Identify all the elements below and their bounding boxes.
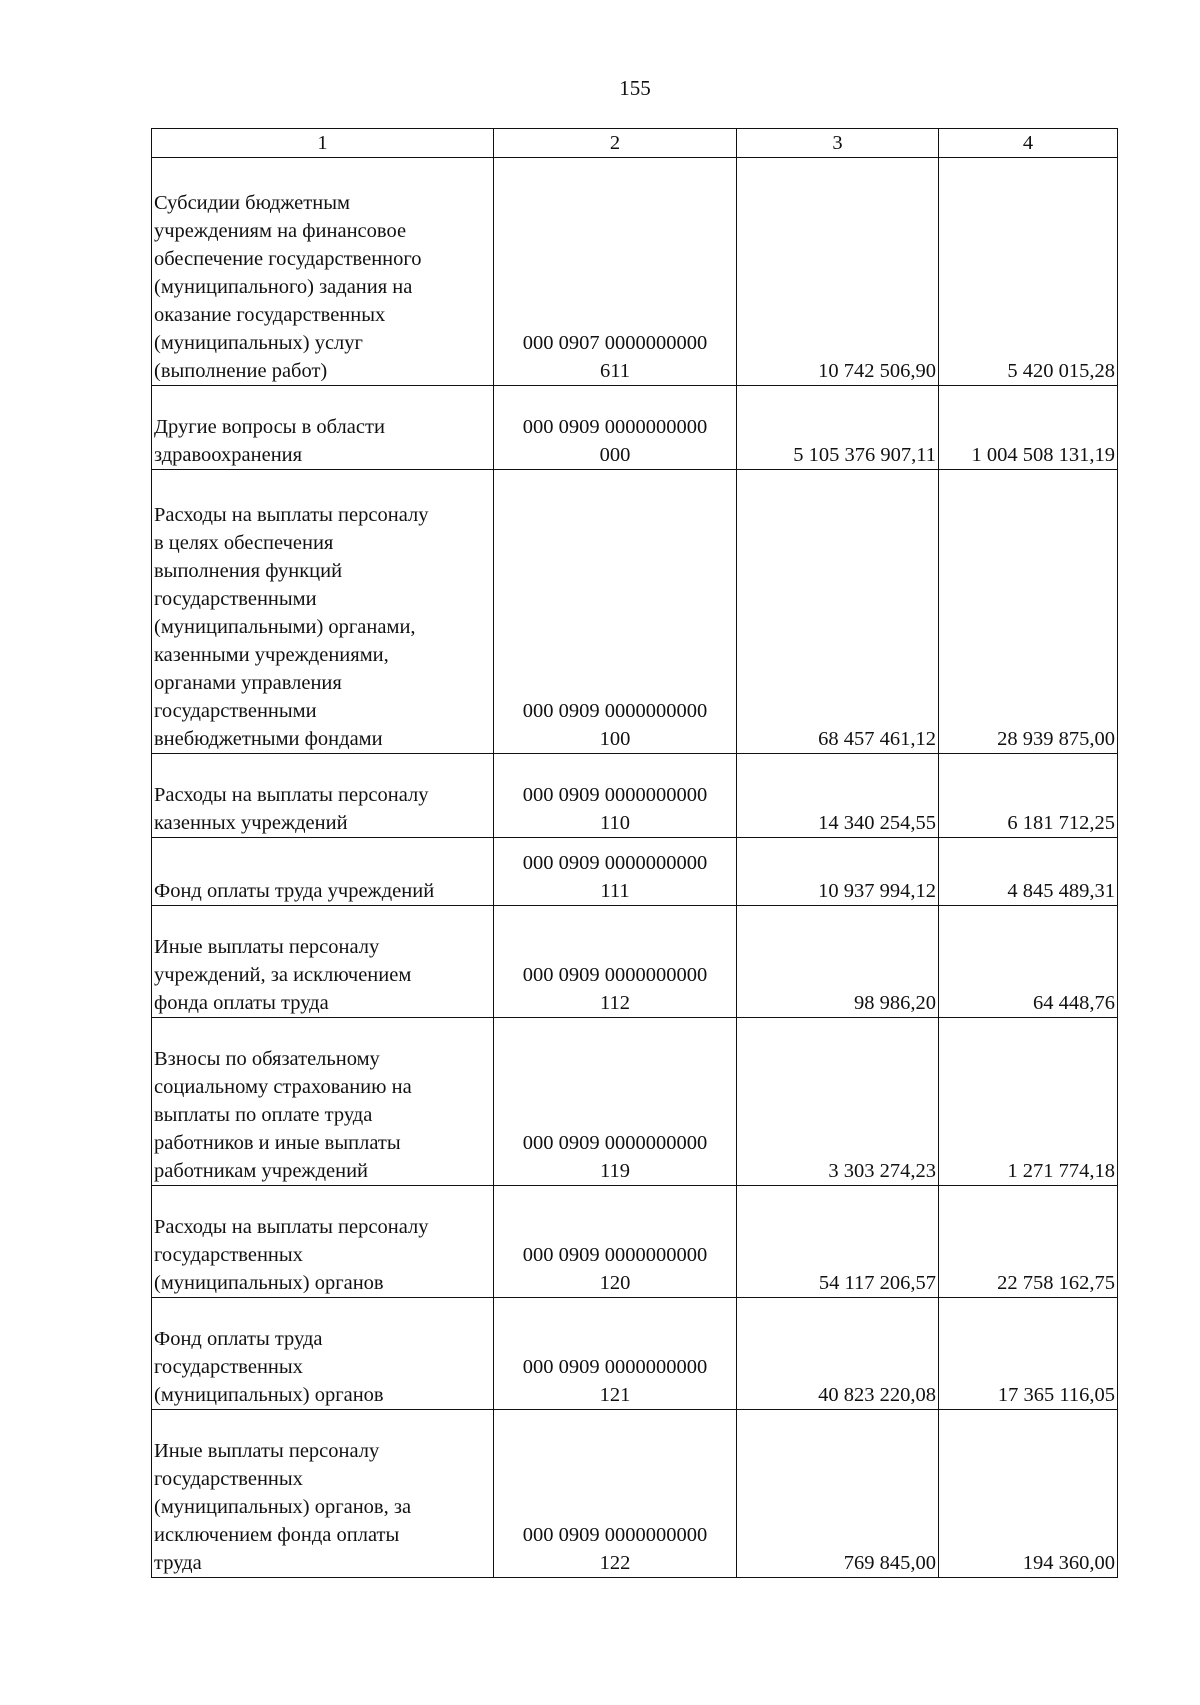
row-value-col3: 98 986,20 — [737, 906, 939, 1018]
column-header: 3 — [737, 129, 939, 158]
row-code-line: 000 0909 0000000000 — [522, 1132, 708, 1154]
row-name-line: выполнения функций — [154, 560, 343, 582]
row-name-line: внебюджетными фондами — [154, 728, 383, 750]
row-code — [494, 158, 737, 386]
row-name-line: в целях обеспечения — [154, 532, 334, 554]
row-code-line: 000 — [599, 444, 631, 466]
row-name-line: исключением фонда оплаты — [154, 1524, 400, 1546]
row-name — [152, 1186, 494, 1298]
table-row — [152, 386, 1118, 470]
page-number: 155 — [619, 76, 651, 100]
row-code-line: 000 0909 0000000000 — [522, 964, 708, 986]
row-name-line: здравоохранения — [154, 444, 303, 466]
row-name-line: обеспечение государственного — [154, 248, 422, 270]
row-value-col3: 10 742 506,90 — [737, 158, 939, 386]
row-code-line: 112 — [600, 992, 630, 1014]
row-code-line: 000 0909 0000000000 — [522, 784, 708, 806]
row-code — [494, 386, 737, 470]
column-header: 4 — [939, 129, 1118, 158]
row-code — [494, 1298, 737, 1410]
row-value-col3: 68 457 461,12 — [737, 470, 939, 754]
row-name — [152, 754, 494, 838]
row-name-line: Расходы на выплаты персоналу — [154, 504, 429, 526]
table-body — [152, 158, 1118, 1578]
row-name-line: (муниципальных) услуг — [154, 332, 363, 354]
row-name — [152, 838, 494, 906]
row-name-line: казенными учреждениями, — [154, 644, 389, 666]
row-name-line: государственными — [154, 700, 317, 722]
row-value-col4: 17 365 116,05 — [939, 1298, 1118, 1410]
row-name-line: органами управления — [154, 672, 342, 694]
row-name-line: фонда оплаты труда — [154, 992, 329, 1014]
row-name-line: учреждений, за исключением — [154, 964, 412, 986]
row-value-col3: 10 937 994,12 — [737, 838, 939, 906]
row-name — [152, 906, 494, 1018]
row-code — [494, 470, 737, 754]
row-code-line: 000 0909 0000000000 — [522, 852, 708, 874]
row-code-line: 122 — [599, 1552, 631, 1574]
row-name-line: работников и иные выплаты — [154, 1132, 401, 1154]
table-row — [152, 470, 1118, 754]
row-code-line: 000 0909 0000000000 — [522, 700, 708, 722]
row-name-line: оказание государственных — [154, 304, 386, 326]
table-row — [152, 838, 1118, 906]
row-code — [494, 838, 737, 906]
row-value-col3: 5 105 376 907,11 — [737, 386, 939, 470]
row-name-line: Фонд оплаты труда — [154, 1328, 323, 1350]
row-code-line: 100 — [599, 728, 631, 750]
budget-table — [151, 128, 1118, 1578]
row-code-line: 000 0909 0000000000 — [522, 1524, 708, 1546]
row-name-line: (муниципальными) органами, — [154, 616, 416, 638]
row-name-line: (муниципального) задания на — [154, 276, 413, 298]
row-value-col4: 64 448,76 — [939, 906, 1118, 1018]
table-row — [152, 158, 1118, 386]
row-name-line: социальному страхованию на — [154, 1076, 412, 1098]
row-name-line: Расходы на выплаты персоналу — [154, 784, 429, 806]
column-header: 2 — [494, 129, 737, 158]
row-name — [152, 1018, 494, 1186]
row-name — [152, 386, 494, 470]
row-name-line: выплаты по оплате труда — [154, 1104, 373, 1126]
row-name-line: государственных — [154, 1468, 303, 1490]
table-row — [152, 1410, 1118, 1578]
row-name-line: Фонд оплаты труда учреждений — [154, 880, 435, 902]
row-code-line: 120 — [599, 1272, 631, 1294]
row-value-col3: 3 303 274,23 — [737, 1018, 939, 1186]
header-row — [152, 129, 1118, 158]
row-value-col4: 6 181 712,25 — [939, 754, 1118, 838]
table-row — [152, 1298, 1118, 1410]
row-code-line: 110 — [600, 812, 630, 834]
row-code — [494, 754, 737, 838]
row-name-line: казенных учреждений — [154, 812, 348, 834]
row-name-line: Иные выплаты персоналу — [154, 1440, 380, 1462]
row-code-line: 119 — [600, 1160, 630, 1182]
row-name-line: государственных — [154, 1356, 303, 1378]
row-code-line: 000 0909 0000000000 — [522, 1356, 708, 1378]
row-code-line: 121 — [599, 1384, 631, 1406]
row-code — [494, 1410, 737, 1578]
row-name-line: Расходы на выплаты персоналу — [154, 1216, 429, 1238]
row-code — [494, 906, 737, 1018]
row-code-line: 111 — [600, 880, 630, 902]
row-code-line: 000 0909 0000000000 — [522, 416, 708, 438]
row-value-col3: 14 340 254,55 — [737, 754, 939, 838]
row-name — [152, 158, 494, 386]
row-name-line: (муниципальных) органов — [154, 1384, 384, 1406]
row-value-col3: 54 117 206,57 — [737, 1186, 939, 1298]
column-header: 1 — [152, 129, 494, 158]
row-code-line: 000 0907 0000000000 — [522, 332, 708, 354]
row-name-line: Иные выплаты персоналу — [154, 936, 380, 958]
row-value-col3: 769 845,00 — [737, 1410, 939, 1578]
row-name — [152, 1410, 494, 1578]
row-name-line: Субсидии бюджетным — [154, 192, 350, 214]
table-row — [152, 754, 1118, 838]
row-name-line: Взносы по обязательному — [154, 1048, 380, 1070]
row-code-line: 611 — [600, 360, 630, 382]
row-name-line: (выполнение работ) — [154, 360, 328, 382]
row-value-col3: 40 823 220,08 — [737, 1298, 939, 1410]
row-code — [494, 1186, 737, 1298]
row-code-line: 000 0909 0000000000 — [522, 1244, 708, 1266]
row-name-line: (муниципальных) органов — [154, 1272, 384, 1294]
row-value-col4: 4 845 489,31 — [939, 838, 1118, 906]
row-name-line: Другие вопросы в области — [154, 416, 385, 438]
row-name-line: труда — [154, 1552, 202, 1574]
row-name — [152, 470, 494, 754]
row-name-line: государственных — [154, 1244, 303, 1266]
row-name-line: учреждениям на финансовое — [154, 220, 407, 242]
row-value-col4: 1 271 774,18 — [939, 1018, 1118, 1186]
row-value-col4: 22 758 162,75 — [939, 1186, 1118, 1298]
table-row — [152, 1186, 1118, 1298]
row-name — [152, 1298, 494, 1410]
table-row — [152, 1018, 1118, 1186]
row-value-col4: 28 939 875,00 — [939, 470, 1118, 754]
table-row — [152, 906, 1118, 1018]
row-name-line: работникам учреждений — [154, 1160, 369, 1182]
row-name-line: (муниципальных) органов, за — [154, 1496, 412, 1518]
row-value-col4: 5 420 015,28 — [939, 158, 1118, 386]
row-name-line: государственными — [154, 588, 317, 610]
row-value-col4: 194 360,00 — [939, 1410, 1118, 1578]
row-value-col4: 1 004 508 131,19 — [939, 386, 1118, 470]
row-code — [494, 1018, 737, 1186]
